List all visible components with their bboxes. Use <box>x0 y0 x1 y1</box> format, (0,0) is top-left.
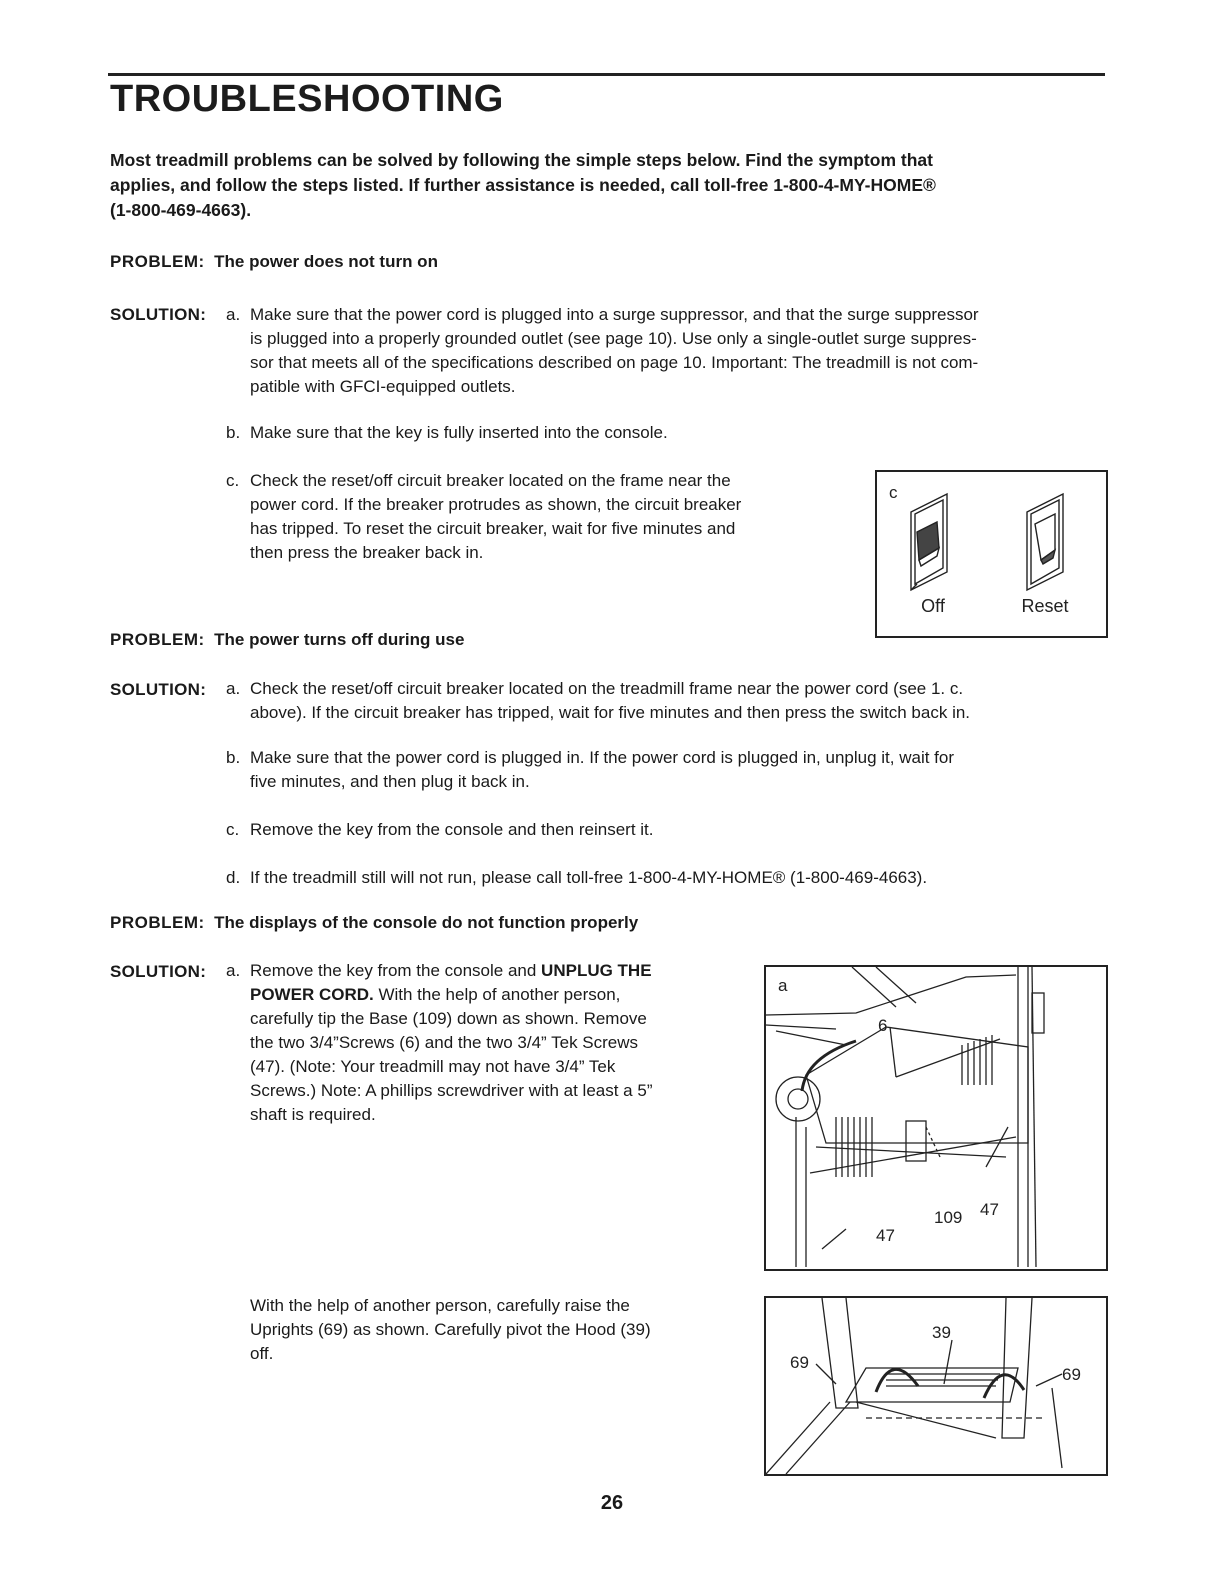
problem-title: The power does not turn on <box>214 252 438 271</box>
figure-label: a <box>778 976 788 995</box>
step-letter: d. <box>226 868 241 887</box>
callout-label: 39 <box>932 1323 951 1342</box>
solution-step <box>226 818 1106 842</box>
step-line: Uprights (69) as shown. Carefully pivot the Hood (39) <box>250 1320 651 1339</box>
breaker-figure <box>875 470 1108 638</box>
problem-heading <box>110 913 638 933</box>
problem-title: The displays of the console do not function properly <box>214 913 639 932</box>
problem-heading <box>110 630 464 650</box>
solution-label: SOLUTION: <box>110 305 207 324</box>
power-cord-warning: POWER CORD. <box>250 985 374 1004</box>
problem-title: The power turns off during use <box>214 630 465 649</box>
step-line <box>250 983 736 1007</box>
step-line: Make sure that the power cord is plugged in. If the power cord is plugged in, unplug it, wait for <box>250 748 955 767</box>
problem-label: PROBLEM: <box>110 630 205 649</box>
step-line: Check the reset/off circuit breaker located on the treadmill frame near the power cord (see 1. c. <box>250 679 964 698</box>
step-line: above). If the circuit breaker has tripped, wait for five minutes and then press the switch back in. <box>250 703 971 722</box>
step-text: Remove the key from the console and <box>250 961 542 980</box>
callout-label: 109 <box>934 1208 963 1227</box>
breaker-reset-label: Reset <box>1021 596 1069 616</box>
step-line: then press the breaker back in. <box>250 543 484 562</box>
step-line: patible with GFCI-equipped outlets. <box>250 377 516 396</box>
page-title: TROUBLESHOOTING <box>110 78 504 120</box>
step-letter: b. <box>226 748 241 767</box>
step-line <box>250 959 736 983</box>
solution-label: SOLUTION: <box>110 680 207 699</box>
solution-step <box>226 959 736 1127</box>
unplug-warning: UNPLUG THE <box>541 961 652 980</box>
step-line: is plugged into a properly grounded outlet (see page 10). Use only a single-outlet surge suppres- <box>250 329 977 348</box>
hood-illustration <box>766 1298 1106 1474</box>
intro-line: (1-800-469-4663). <box>110 200 252 220</box>
breaker-off-label: Off <box>921 596 945 616</box>
step-text: With the help of another person, <box>373 985 621 1004</box>
intro-line: Most treadmill problems can be solved by following the simple steps below. Find the symptom that <box>110 150 933 170</box>
page-number: 26 <box>600 1492 624 1514</box>
solution-step <box>226 746 1106 794</box>
treadmill-hood-drawing <box>766 1298 1062 1474</box>
intro-paragraph <box>110 148 1090 223</box>
step-line: Check the reset/off circuit breaker located on the frame near the <box>250 471 731 490</box>
step-line: off. <box>250 1344 274 1363</box>
continuation-paragraph <box>250 1294 730 1366</box>
callout-label: 69 <box>790 1353 809 1372</box>
solution-step <box>226 677 1106 725</box>
solution-step <box>226 469 846 565</box>
step-letter: c. <box>226 471 240 490</box>
problem-label: PROBLEM: <box>110 913 205 932</box>
problem-label: PROBLEM: <box>110 252 205 271</box>
breaker-off-drawing <box>911 494 947 590</box>
step-letter: a. <box>226 305 241 324</box>
step-line: Make sure that the power cord is plugged into a surge suppressor, and that the surge suppressor <box>250 305 979 324</box>
intro-line: applies, and follow the steps listed. If further assistance is needed, call toll-free 1-800-4-MY-HOME® <box>110 175 936 195</box>
step-line: has tripped. To reset the circuit breaker, wait for five minutes and <box>250 519 736 538</box>
hood-figure <box>764 1296 1108 1476</box>
step-line: shaft is required. <box>250 1105 376 1124</box>
step-letter: b. <box>226 423 241 442</box>
solution-step <box>226 421 1106 445</box>
step-letter: c. <box>226 820 240 839</box>
base-figure <box>764 965 1108 1271</box>
step-line: sor that meets all of the specifications described on page 10. Important: The treadmill is not com- <box>250 353 979 372</box>
solution-label: SOLUTION: <box>110 962 207 981</box>
callout-label: 69 <box>1062 1365 1081 1384</box>
figure-label: c <box>889 483 898 502</box>
treadmill-base-drawing <box>766 967 1044 1267</box>
step-letter: a. <box>226 679 241 698</box>
step-letter: a. <box>226 961 241 980</box>
step-line: the two 3/4”Screws (6) and the two 3/4” Tek Screws <box>250 1033 639 1052</box>
step-line: With the help of another person, carefully raise the <box>250 1296 630 1315</box>
callout-label: 47 <box>876 1226 895 1245</box>
step-line: Screws.) Note: A phillips screwdriver with at least a 5” <box>250 1081 653 1100</box>
step-line: (47). (Note: Your treadmill may not have 3/4” Tek <box>250 1057 616 1076</box>
step-line: Make sure that the key is fully inserted into the console. <box>250 423 668 442</box>
breaker-illustration <box>877 472 1106 636</box>
callout-label: 6 <box>878 1016 888 1035</box>
callout-label: 47 <box>980 1200 999 1219</box>
title-rule <box>108 73 1105 76</box>
base-illustration <box>766 967 1106 1269</box>
problem-heading <box>110 252 438 272</box>
step-line: Remove the key from the console and then reinsert it. <box>250 820 654 839</box>
step-line: five minutes, and then plug it back in. <box>250 772 530 791</box>
step-line: carefully tip the Base (109) down as shown. Remove <box>250 1009 647 1028</box>
solution-step <box>226 866 1106 890</box>
step-line: power cord. If the breaker protrudes as shown, the circuit breaker <box>250 495 742 514</box>
solution-step <box>226 303 1106 399</box>
step-line: If the treadmill still will not run, please call toll-free 1-800-4-MY-HOME® (1-800-469-4663). <box>250 868 928 887</box>
breaker-reset-drawing <box>1027 494 1063 590</box>
